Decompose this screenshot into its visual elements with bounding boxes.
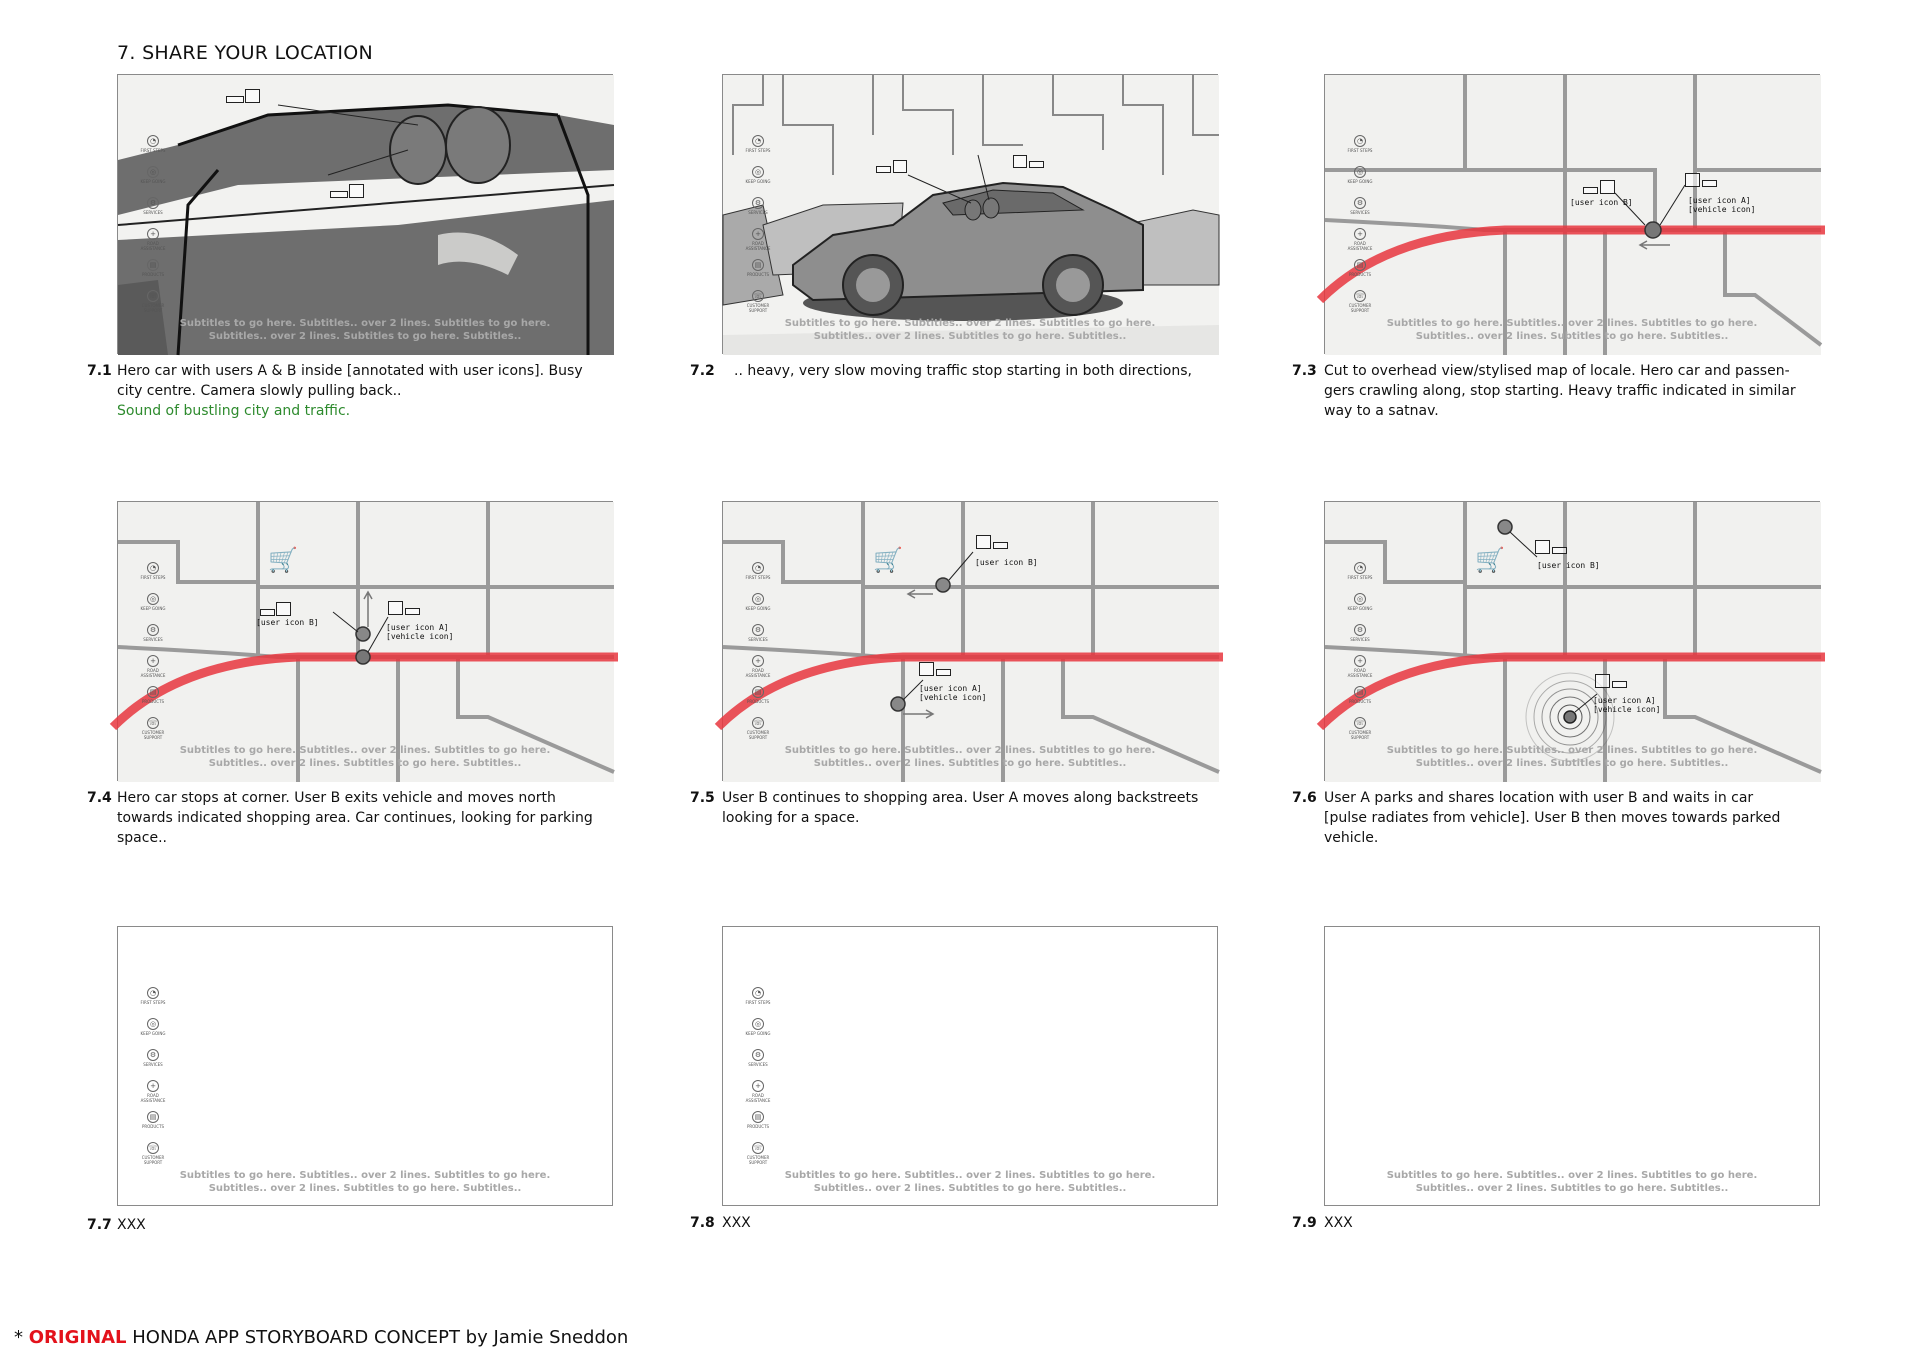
user-b-label: [user icon B]: [256, 618, 319, 627]
frame-number: 7.5: [690, 790, 715, 806]
shopping-cart-icon: 🛒: [268, 546, 298, 574]
phone-icon: ☏: [753, 719, 763, 727]
frame-caption: Cut to overhead view/stylised map of locale. Hero car and passen- gers crawling along, stop starting. Heavy traffic indicated in similar way to a satnav.: [1324, 363, 1796, 419]
phone-icon: ☏: [148, 719, 158, 727]
subtitle-area: Subtitles to go here. Subtitles.. over 2 lines. Subtitles to go here. Subtitles.. over 2 lines. Subtitles to go here. Subtitles..: [784, 1170, 1156, 1194]
gear-icon: ⚙: [752, 197, 764, 209]
frame-caption: .. heavy, very slow moving traffic stop starting in both directions,: [734, 363, 1192, 379]
products-icon: ▤: [752, 1111, 764, 1123]
vehicle-icon-box: [876, 166, 891, 173]
footer-credit: [14, 1327, 628, 1348]
vehicle-icon-box: [1583, 187, 1598, 194]
overhead-map: [1325, 502, 1821, 782]
frame-caption: User A parks and shares location with user B and waits in car [pulse radiates from vehicle]. User B then moves towards parked vehicle.: [1324, 790, 1781, 846]
frame-number: 7.2: [690, 363, 715, 379]
frame-number: 7.4: [87, 790, 112, 806]
wheel-icon: ◎: [147, 1018, 159, 1030]
app-menu-rail: ◔ FIRST STEPS ◎ KEEP GOING ⚙ SERVICES + ROAD ASSISTANCE ▤ PRODUCTS ☏ CUSTOMER SUPPORT: [140, 137, 166, 313]
assistance-icon: +: [752, 228, 764, 240]
user-icon-box: [976, 535, 991, 549]
gauge-icon: ◔: [752, 135, 764, 147]
storyboard-frame-7-1: [117, 74, 613, 354]
frame-number: 7.8: [690, 1215, 715, 1231]
vehicle-icon-box: [330, 191, 348, 198]
frame-number: 7.3: [1292, 363, 1317, 379]
vehicle-label: [vehicle icon]: [1688, 205, 1756, 214]
gauge-icon: ◔: [147, 135, 159, 147]
overhead-map: [1325, 75, 1821, 355]
vehicle-label: [vehicle icon]: [386, 632, 454, 641]
user-icon-box: [1535, 540, 1550, 554]
page-title: 7. SHARE YOUR LOCATION: [117, 42, 374, 64]
vehicle-label: [vehicle icon]: [1593, 705, 1661, 714]
user-b-label: [user icon B]: [1570, 198, 1633, 207]
user-icon-box: [1595, 674, 1610, 688]
subtitle-area: Subtitles to go here. Subtitles.. over 2 lines. Subtitles to go here. Subtitles.. over 2 lines. Subtitles to go here. Subtitles..: [179, 1170, 551, 1194]
user-icon-box: [388, 601, 403, 615]
vehicle-icon-box: [405, 608, 420, 615]
user-b-label: [user icon B]: [975, 558, 1038, 567]
subtitle-area: Subtitles to go here. Subtitles.. over 2 lines. Subtitles to go here. Subtitles.. over 2 lines. Subtitles to go here. Subtitles..: [179, 318, 551, 342]
storyboard-frame-7-3: [1324, 74, 1820, 354]
vehicle-icon-box: [1702, 180, 1717, 187]
products-icon: ▤: [147, 259, 159, 271]
frame-number: 7.6: [1292, 790, 1317, 806]
storyboard-frame-7-5: [722, 501, 1218, 781]
phone-icon: ☏: [753, 1144, 763, 1152]
app-menu-rail: ◔ FIRST STEPS ◎ KEEP GOING ⚙ SERVICES + ROAD ASSISTANCE ▤ PRODUCTS ☏ CUSTOMER SUPPORT: [745, 564, 771, 740]
phone-icon: ☏: [1355, 719, 1365, 727]
products-icon: ▤: [1354, 686, 1366, 698]
products-icon: ▤: [147, 1111, 159, 1123]
footer-text: HONDA APP STORYBOARD CONCEPT by Jamie Sneddon: [126, 1327, 629, 1348]
frame-caption: XXX: [117, 1217, 146, 1233]
assistance-icon: +: [752, 655, 764, 667]
subtitle-area: Subtitles to go here. Subtitles.. over 2 lines. Subtitles to go here. Subtitles.. over 2 lines. Subtitles to go here. Subtitles..: [1386, 1170, 1758, 1194]
user-icon-box: [1013, 155, 1027, 168]
gauge-icon: ◔: [1354, 562, 1366, 574]
gear-icon: ⚙: [752, 1049, 764, 1061]
user-a-label: [user icon A]: [1688, 196, 1751, 205]
gear-icon: ⚙: [1354, 197, 1366, 209]
storyboard-frame-7-7: [117, 926, 613, 1206]
phone-icon: ☏: [1355, 292, 1365, 300]
storyboard-frame-7-4: [117, 501, 613, 781]
user-icon-box: [1600, 180, 1615, 194]
user-a-label: [user icon A]: [386, 623, 449, 632]
app-menu-rail: ◔ FIRST STEPS ◎ KEEP GOING ⚙ SERVICES + ROAD ASSISTANCE ▤ PRODUCTS ☏ CUSTOMER SUPPORT: [745, 989, 771, 1165]
gear-icon: ⚙: [752, 624, 764, 636]
frame-number: 7.1: [87, 363, 112, 379]
gear-icon: ⚙: [147, 197, 159, 209]
user-icon-box: [1685, 173, 1700, 187]
storyboard-frame-7-8: [722, 926, 1218, 1206]
wheel-icon: ◎: [147, 593, 159, 605]
assistance-icon: +: [1354, 228, 1366, 240]
user-icon-box: [276, 602, 291, 616]
subtitle-area: Subtitles to go here. Subtitles.. over 2 lines. Subtitles to go here. Subtitles.. over 2 lines. Subtitles to go here. Subtitles..: [784, 745, 1156, 769]
user-a-label: [user icon A]: [1593, 696, 1656, 705]
traffic-sketch: [723, 75, 1219, 355]
frame-number: 7.7: [87, 1217, 112, 1233]
user-icon-box: [245, 89, 260, 103]
subtitle-area: Subtitles to go here. Subtitles.. over 2 lines. Subtitles to go here. Subtitles.. over 2 lines. Subtitles to go here. Subtitles..: [784, 318, 1156, 342]
phone-icon: ☏: [148, 1144, 158, 1152]
gauge-icon: ◔: [1354, 135, 1366, 147]
storyboard-frame-7-6: [1324, 501, 1820, 781]
app-menu-rail: ◔ FIRST STEPS ◎ KEEP GOING ⚙ SERVICES + ROAD ASSISTANCE ▤ PRODUCTS ☏ CUSTOMER SUPPORT: [140, 989, 166, 1165]
gauge-icon: ◔: [752, 562, 764, 574]
vehicle-icon-box: [1612, 681, 1627, 688]
footer-star: *: [14, 1327, 29, 1348]
user-a-label: [user icon A]: [919, 684, 982, 693]
subtitle-area: Subtitles to go here. Subtitles.. over 2 lines. Subtitles to go here. Subtitles.. over 2 lines. Subtitles to go here. Subtitles..: [1386, 745, 1758, 769]
user-icon-box: [349, 184, 364, 198]
products-icon: ▤: [1354, 259, 1366, 271]
gear-icon: ⚙: [147, 1049, 159, 1061]
wheel-icon: ◎: [147, 166, 159, 178]
frame-caption: Hero car stops at corner. User B exits vehicle and moves north towards indicated shopping area. Car continues, looking for parking space..: [117, 790, 593, 846]
app-menu-rail: ◔ FIRST STEPS ◎ KEEP GOING ⚙ SERVICES + ROAD ASSISTANCE ▤ PRODUCTS ☏ CUSTOMER SUPPORT: [745, 137, 771, 313]
frame-caption: XXX: [722, 1215, 751, 1231]
car-sketch: [118, 75, 614, 355]
gear-icon: ⚙: [147, 624, 159, 636]
user-icon-box: [893, 160, 907, 173]
storyboard-frame-7-9: [1324, 926, 1820, 1206]
assistance-icon: +: [147, 228, 159, 240]
subtitle-area: Subtitles to go here. Subtitles.. over 2 lines. Subtitles to go here. Subtitles.. over 2 lines. Subtitles to go here. Subtitles..: [179, 745, 551, 769]
assistance-icon: +: [147, 655, 159, 667]
storyboard-frame-7-2: [722, 74, 1218, 354]
wheel-icon: ◎: [1354, 593, 1366, 605]
assistance-icon: +: [752, 1080, 764, 1092]
vehicle-label: [vehicle icon]: [919, 693, 987, 702]
vehicle-icon-box: [1552, 547, 1567, 554]
shopping-cart-icon: 🛒: [1475, 546, 1505, 574]
assistance-icon: +: [1354, 655, 1366, 667]
app-menu-rail: ◔ FIRST STEPS ◎ KEEP GOING ⚙ SERVICES + ROAD ASSISTANCE ▤ PRODUCTS ☏ CUSTOMER SUPPORT: [140, 564, 166, 740]
sound-note: Sound of bustling city and traffic.: [117, 403, 351, 419]
overhead-map: [118, 502, 614, 782]
vehicle-icon-box: [993, 542, 1008, 549]
products-icon: ▤: [752, 259, 764, 271]
frame-caption: User B continues to shopping area. User A moves along backstreets looking for a space.: [722, 790, 1199, 826]
frame-caption: Hero car with users A & B inside [annotated with user icons]. Busy city centre. Camera slowly pulling back.. Sound of bustling city and traffic.: [117, 361, 597, 421]
assistance-icon: +: [147, 1080, 159, 1092]
wheel-icon: ◎: [752, 593, 764, 605]
vehicle-icon-box: [260, 609, 275, 616]
products-icon: ▤: [147, 686, 159, 698]
gear-icon: ⚙: [1354, 624, 1366, 636]
gauge-icon: ◔: [147, 987, 159, 999]
overhead-map: [723, 502, 1219, 782]
subtitle-area: Subtitles to go here. Subtitles.. over 2 lines. Subtitles to go here. Subtitles.. over 2 lines. Subtitles to go here. Subtitles..: [1386, 318, 1758, 342]
wheel-icon: ◎: [1354, 166, 1366, 178]
vehicle-icon-box: [936, 669, 951, 676]
wheel-icon: ◎: [752, 1018, 764, 1030]
user-icon-box: [919, 662, 934, 676]
frame-number: 7.9: [1292, 1215, 1317, 1231]
gauge-icon: ◔: [752, 987, 764, 999]
gauge-icon: ◔: [147, 562, 159, 574]
vehicle-icon-box: [226, 96, 244, 103]
app-menu-rail: ◔ FIRST STEPS ◎ KEEP GOING ⚙ SERVICES + ROAD ASSISTANCE ▤ PRODUCTS ☏ CUSTOMER SUPPORT: [1347, 137, 1373, 313]
wheel-icon: ◎: [752, 166, 764, 178]
app-menu-rail: ◔ FIRST STEPS ◎ KEEP GOING ⚙ SERVICES + ROAD ASSISTANCE ▤ PRODUCTS ☏ CUSTOMER SUPPORT: [1347, 564, 1373, 740]
frame-caption: XXX: [1324, 1215, 1353, 1231]
footer-highlight: ORIGINAL: [28, 1327, 127, 1348]
shopping-cart-icon: 🛒: [873, 546, 903, 574]
phone-icon: ☏: [753, 292, 763, 300]
user-b-label: [user icon B]: [1537, 561, 1600, 570]
products-icon: ▤: [752, 686, 764, 698]
phone-icon: ☏: [148, 292, 158, 300]
vehicle-icon-box: [1029, 161, 1044, 168]
